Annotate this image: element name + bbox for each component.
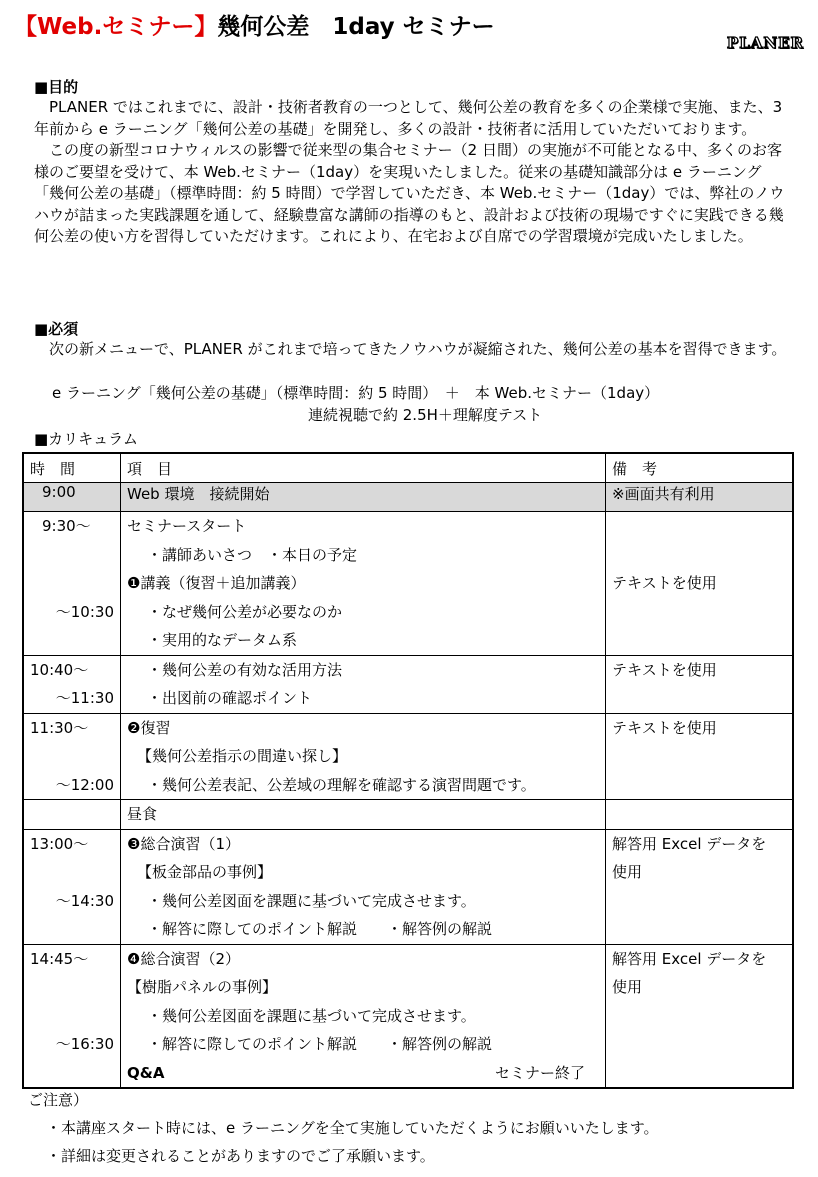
row-time [23,655,121,713]
curriculum-table [22,452,794,1089]
item-line: ・幾何公差図面を課題に基づいて完成させます。 [147,1006,476,1025]
required-line-2: 連続視聴で約 2.5H＋理解度テスト [308,406,543,424]
row-note [606,944,794,1088]
item-line: ・講師あいさつ ・本日の予定 [147,545,358,564]
required-body [34,339,790,361]
seminar-end-label: セミナー終了 [494,1063,585,1082]
table-row [23,713,793,800]
time-end: ～14:30 [55,891,114,910]
item-line: ❶講義（復習＋追加講義） [127,574,306,592]
table-row [23,483,793,512]
note-line: 解答用 Excel データを [612,834,767,853]
row-time [23,944,121,1088]
item-line: 【樹脂パネルの事例】 [127,978,278,996]
note-item: ・詳細は変更されることがありますのでご了承願います。 [46,1147,435,1165]
time-end: ～16:30 [55,1035,114,1053]
item-line: 【板金部品の事例】 [137,863,273,881]
time-end: ～12:00 [55,775,114,794]
curriculum-heading: ■カリキュラム [34,430,139,448]
item-line: ・幾何公差の有効な活用方法 [147,660,343,679]
table-row [23,655,793,713]
time-end: ～10:30 [55,602,114,621]
item-line: ・幾何公差図面を課題に基づいて完成させます。 [147,891,476,910]
time-start: 14:45～ [30,949,89,968]
header-note: 備 考 [606,453,794,483]
note-line: テキストを使用 [612,574,717,592]
table-header-row [23,453,793,483]
note-line: 使用 [612,863,643,881]
row-item [121,512,606,656]
qa-line [127,1059,599,1088]
row-item [121,829,606,944]
time-start: 11:30～ [30,718,89,737]
item-line: ・実用的なデータム系 [147,631,298,649]
table-row [23,800,793,830]
header-item: 項 目 [121,453,606,483]
item-line: ・解答に際してのポイント解説 ・解答例の解説 [147,1035,493,1053]
row-time [23,713,121,800]
item-line: ❹総合演習（2） [127,949,240,968]
item-line: 【幾何公差指示の間違い探し】 [137,747,348,765]
time-label: 9:00 [42,483,76,501]
time-start: 10:40～ [30,660,89,679]
row-time [23,800,121,830]
table-row [23,512,793,656]
purpose-paragraph-1: PLANER ではこれまでに、設計・技術者教育の一つとして、幾何公差の教育を多くの企業様で実施、また、3年前から e ラーニング「幾何公差の基礎」を開発し、多くの設計・技術者に活用していただいております。 [34,98,783,138]
row-item [121,944,606,1088]
item-line: ・出図前の確認ポイント [147,689,313,707]
row-item: Web 環境 接続開始 [121,483,606,512]
title-text: 幾何公差 1day セミナー [217,14,495,40]
row-note [606,800,794,830]
required-line-1: e ラーニング「幾何公差の基礎」（標準時間：約 5 時間） ＋ 本 Web.セミナー（1day） [52,384,660,402]
note-line: テキストを使用 [612,718,717,737]
item-line: ・なぜ幾何公差が必要なのか [147,602,343,621]
item-line: ❷復習 [127,718,171,737]
item-line: ・解答に際してのポイント解説 ・解答例の解説 [147,920,493,938]
item-line: ❸総合演習（1） [127,834,240,853]
note-line: 解答用 Excel データを [612,949,767,968]
row-note [606,713,794,800]
required-heading: ■必須 [34,320,79,338]
header-time: 時 間 [23,453,121,483]
page-header [14,8,804,52]
row-item [121,713,606,800]
notes-heading: ご注意） [28,1091,89,1109]
note-line: テキストを使用 [612,660,717,679]
table-row [23,829,793,944]
row-item [121,655,606,713]
notes-section [28,1086,659,1170]
title-web-label: 【Web.セミナー】 [14,14,218,40]
row-time [23,483,121,512]
purpose-paragraph-2: この度の新型コロナウィルスの影響で従来型の集合セミナー（2 日間）の実施が不可能となる中、多くのお客様のご要望を受けて、本 Web.セミナー（1day）を実現いたしました。従来の基礎知識部分は e ラーニング「幾何公差の基礎」（標準時間：約 5 時間）で学習していただき、本 Web.セミナー（1day）では、弊社のノウハウが詰まった実践課題を通して、経験豊富な講師の指導のもと、設計および技術の現場ですぐに実践できる幾何公差の使い方を習得していただけます。これにより、在宅および自席での学習環境が完成いたしました。 [34,141,785,245]
table-row [23,944,793,1088]
note-line: 使用 [612,978,643,996]
row-note: ※画面共有利用 [606,483,794,512]
note-item: ・本講座スタート時には、e ラーニングを全て実施していただくようにお願いいたします。 [46,1119,659,1137]
time-start: 13:00～ [30,834,89,853]
time-end: ～11:30 [55,689,114,707]
purpose-body [34,97,790,248]
planer-logo: PLANER [726,34,804,52]
row-note [606,512,794,656]
page-title [14,8,495,41]
row-note [606,655,794,713]
row-item [121,800,606,830]
row-time [23,829,121,944]
time-start: 9:30～ [42,517,91,535]
row-time [23,512,121,656]
required-paragraph: 次の新メニューで、PLANER がこれまで培ってきたノウハウが凝縮された、幾何公差の基本を習得できます。 [49,340,787,358]
purpose-heading: ■目的 [34,78,79,96]
qa-label: Q&A [127,1063,165,1082]
item-line: セミナースタート [127,517,247,535]
row-note [606,829,794,944]
item-line: 昼食 [127,805,158,823]
item-line: ・幾何公差表記、公差域の理解を確認する演習問題です。 [147,775,536,794]
